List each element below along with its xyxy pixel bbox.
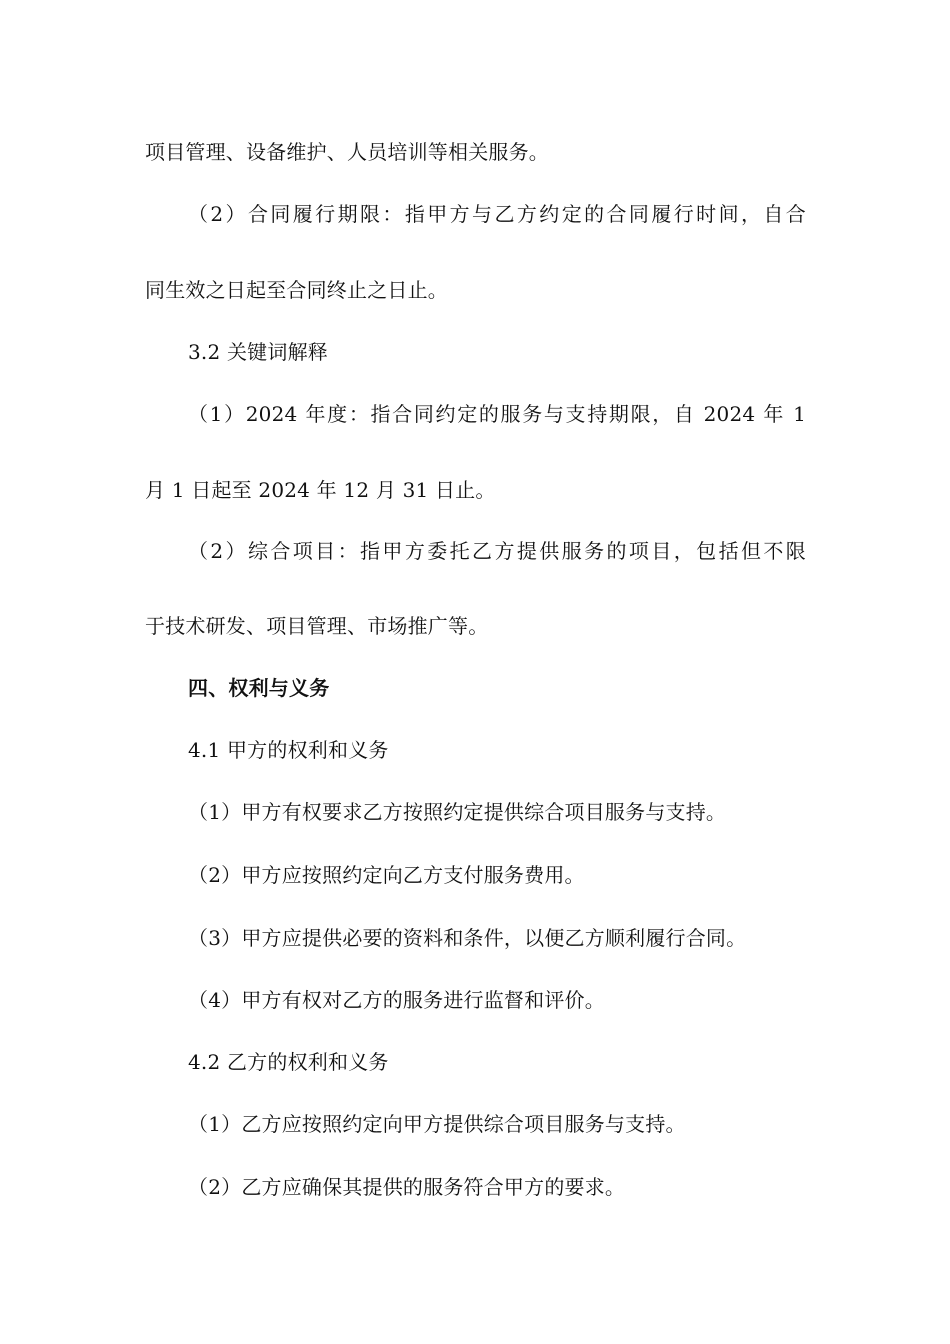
paragraph-line: （2）合同履行期限：指甲方与乙方约定的合同履行时间，自合	[188, 202, 806, 226]
paragraph-line: （1）2024 年度：指合同约定的服务与支持期限，自 2024 年 1	[188, 402, 806, 426]
chapter-heading-4: 四、权利与义务	[188, 676, 330, 700]
paragraph-line: 项目管理、设备维护、人员培训等相关服务。	[145, 140, 549, 164]
paragraph-line: 月 1 日起至 2024 年 12 月 31 日止。	[145, 478, 496, 502]
paragraph-line: （3）甲方应提供必要的资料和条件，以便乙方顺利履行合同。	[188, 926, 747, 950]
paragraph-line: 于技术研发、项目管理、市场推广等。	[145, 614, 489, 638]
paragraph-line: （1）乙方应按照约定向甲方提供综合项目服务与支持。	[188, 1112, 686, 1136]
paragraph-line: 同生效之日起至合同终止之日止。	[145, 278, 448, 302]
paragraph-line: （2）综合项目：指甲方委托乙方提供服务的项目，包括但不限	[188, 539, 806, 563]
paragraph-line: （2）乙方应确保其提供的服务符合甲方的要求。	[188, 1175, 626, 1199]
paragraph-line: （2）甲方应按照约定向乙方支付服务费用。	[188, 863, 585, 887]
section-heading-3-2: 3.2 关键词解释	[188, 340, 328, 364]
section-heading-4-2: 4.2 乙方的权利和义务	[188, 1050, 389, 1074]
paragraph-line: （4）甲方有权对乙方的服务进行监督和评价。	[188, 988, 605, 1012]
section-heading-4-1: 4.1 甲方的权利和义务	[188, 738, 389, 762]
paragraph-line: （1）甲方有权要求乙方按照约定提供综合项目服务与支持。	[188, 800, 727, 824]
